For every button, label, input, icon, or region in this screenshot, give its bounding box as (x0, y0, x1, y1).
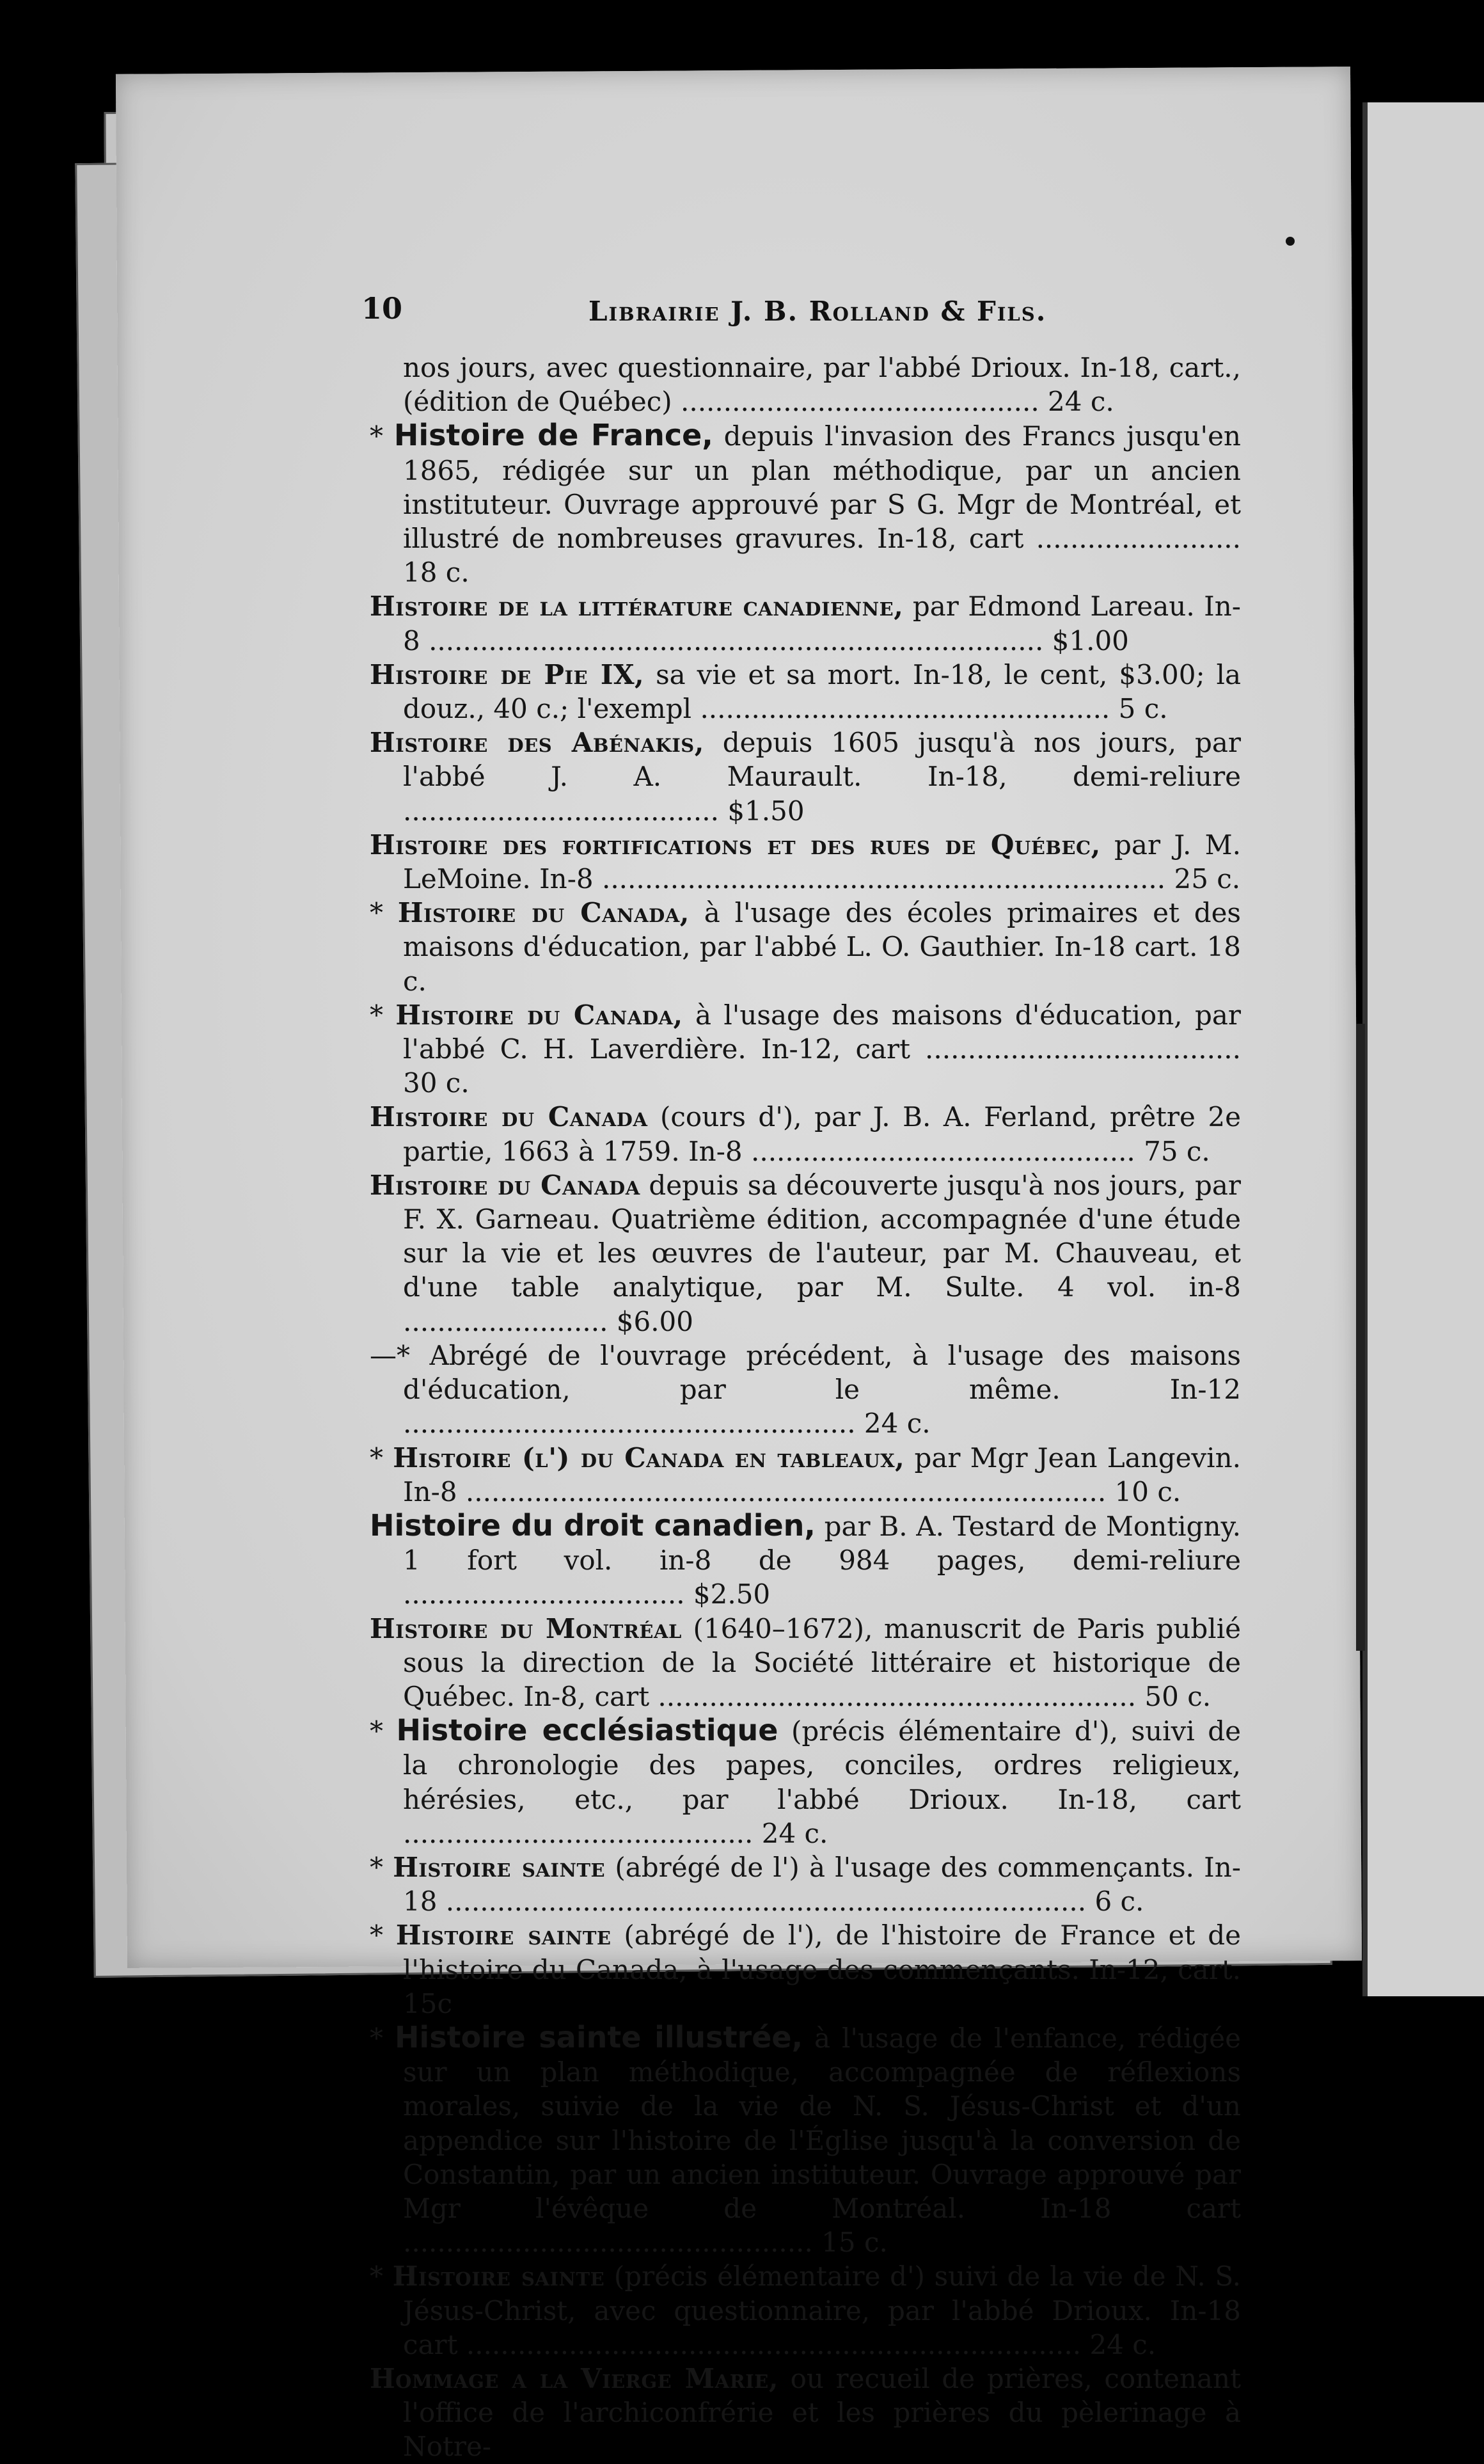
running-title: Librairie J. B. Rolland & Fils. (588, 296, 1047, 327)
catalogue-entry: * Histoire (l') du Canada en tableaux, par Mgr Jean Langevin. In-8 ........................................................................... 10 c. (370, 1442, 1241, 1507)
page-binding-edge (1356, 1024, 1365, 1651)
catalogue-entry: * Histoire sainte (abrégé de l'), de l'histoire de France et de l'histoire du Canada, à l'usage des commençants. In-12, cart. 15c (370, 1920, 1241, 2019)
catalogue-entry: Hommage a la Vierge Marie, ou recueil de prières, contenant l'office de l'archiconfrérie et les prières du pèlerinage à Notre- (370, 2362, 1241, 2463)
catalogue-entry: Histoire de Pie IX, sa vie et sa mort. In-18, le cent, $3.00; la douz., 40 c.; l'exempl ................................................ 5 c. (370, 658, 1241, 725)
catalogue-entry: * Histoire ecclésiastique (précis élémentaire d'), suivi de la chronologie des papes, conciles, ordres religieux, hérésies, etc., par l'abbé Drioux. In-18, cart ......................................... 24 c. (370, 1713, 1241, 1849)
catalogue-entry: Histoire des Abénakis, depuis 1605 jusqu'à nos jours, par l'abbé J. A. Maurault. In-18, demi-reliure ..................................... $1.50 (370, 727, 1241, 827)
catalogue-entry: * Histoire du Canada, à l'usage des écoles primaires et des maisons d'éducation, par l'abbé L. O. Gauthier. In-18 cart. 18 c. (370, 897, 1241, 997)
catalogue-entry: Histoire du Canada depuis sa découverte jusqu'à nos jours, par F. X. Garneau. Quatrième édition, accompagnée d'une étude sur la vie et les œuvres de l'auteur, par M. Chauveau, et d'une table analytique, par M. Sulte. 4 vol. in-8 ........................ $6.00 (370, 1169, 1241, 1337)
catalogue-entry: Histoire du droit canadien, par B. A. Testard de Montigny. 1 fort vol. in-8 de 984 pages, demi-reliure ................................. $2.50 (370, 1507, 1241, 1610)
catalogue-entry: * Histoire sainte (abrégé de l') à l'usage des commençants. In-18 ........................................................................... 6 c. (370, 1851, 1241, 1918)
catalogue-entry: * Histoire sainte (précis élémentaire d') suivi de la vie de N. S. Jésus-Christ, avec questionnaire, par l'abbé Drioux. In-18 cart ........................................................................ 24 c. (370, 2261, 1241, 2360)
catalogue-entry: —* Abrégé de l'ouvrage précédent, à l'usage des maisons d'éducation, par le même. In-12 ..................................................... 24 c. (370, 1339, 1241, 1440)
catalogue-entry: nos jours, avec questionnaire, par l'abbé Drioux. In-18, cart., (édition de Québec) .......................................... 24 c. (403, 352, 1241, 418)
page-number: 10 (361, 291, 403, 326)
catalogue-entry: Histoire du Canada (cours d'), par J. B. A. Ferland, prêtre 2e partie, 1663 à 1759. In-8 ............................................. 75 c. (370, 1101, 1241, 1167)
catalogue-entry: * Histoire sainte illustrée, à l'usage de l'enfance, rédigée sur un plan méthodique, accompagnée de réflexions morales, suivie de la vie de N. S. Jésus-Christ et d'un appendice sur l'histoire de l'Église jusqu'à la conversion de Constantin, par un ancien instituteur. Ouvrage approuvé par Mgr l'évêque de Montréal. In-18 cart ................................................ 15 c. (370, 2019, 1241, 2259)
catalogue-entry: * Histoire de France, depuis l'invasion des Francs jusqu'en 1865, rédigée sur un plan méthodique, par un ancien instituteur. Ouvrage approuvé par S G. Mgr de Montréal, et illustré de nombreuses gravures. In-18, cart ........................ 18 c. (370, 418, 1241, 589)
speck (1286, 237, 1295, 246)
catalogue-entry: Histoire des fortifications et des rues de Québec, par J. M. LeMoine. In-8 .................................................................. 25 c. (370, 829, 1241, 895)
catalogue-entry: Histoire du Montréal (1640–1672), manuscrit de Paris publié sous la direction de la Société littéraire et historique de Québec. In-8, cart ........................................................ 50 c. (370, 1612, 1241, 1712)
catalogue-entries (370, 351, 1241, 2464)
catalogue-entry: * Histoire du Canada, à l'usage des maisons d'éducation, par l'abbé C. H. Laverdière. In-12, cart ..................................... 30 c. (370, 999, 1241, 1099)
adjacent-page (1362, 102, 1484, 1996)
catalogue-entry: Histoire de la littérature canadienne, par Edmond Lareau. In-8 ........................................................................ $1.00 (370, 591, 1241, 656)
